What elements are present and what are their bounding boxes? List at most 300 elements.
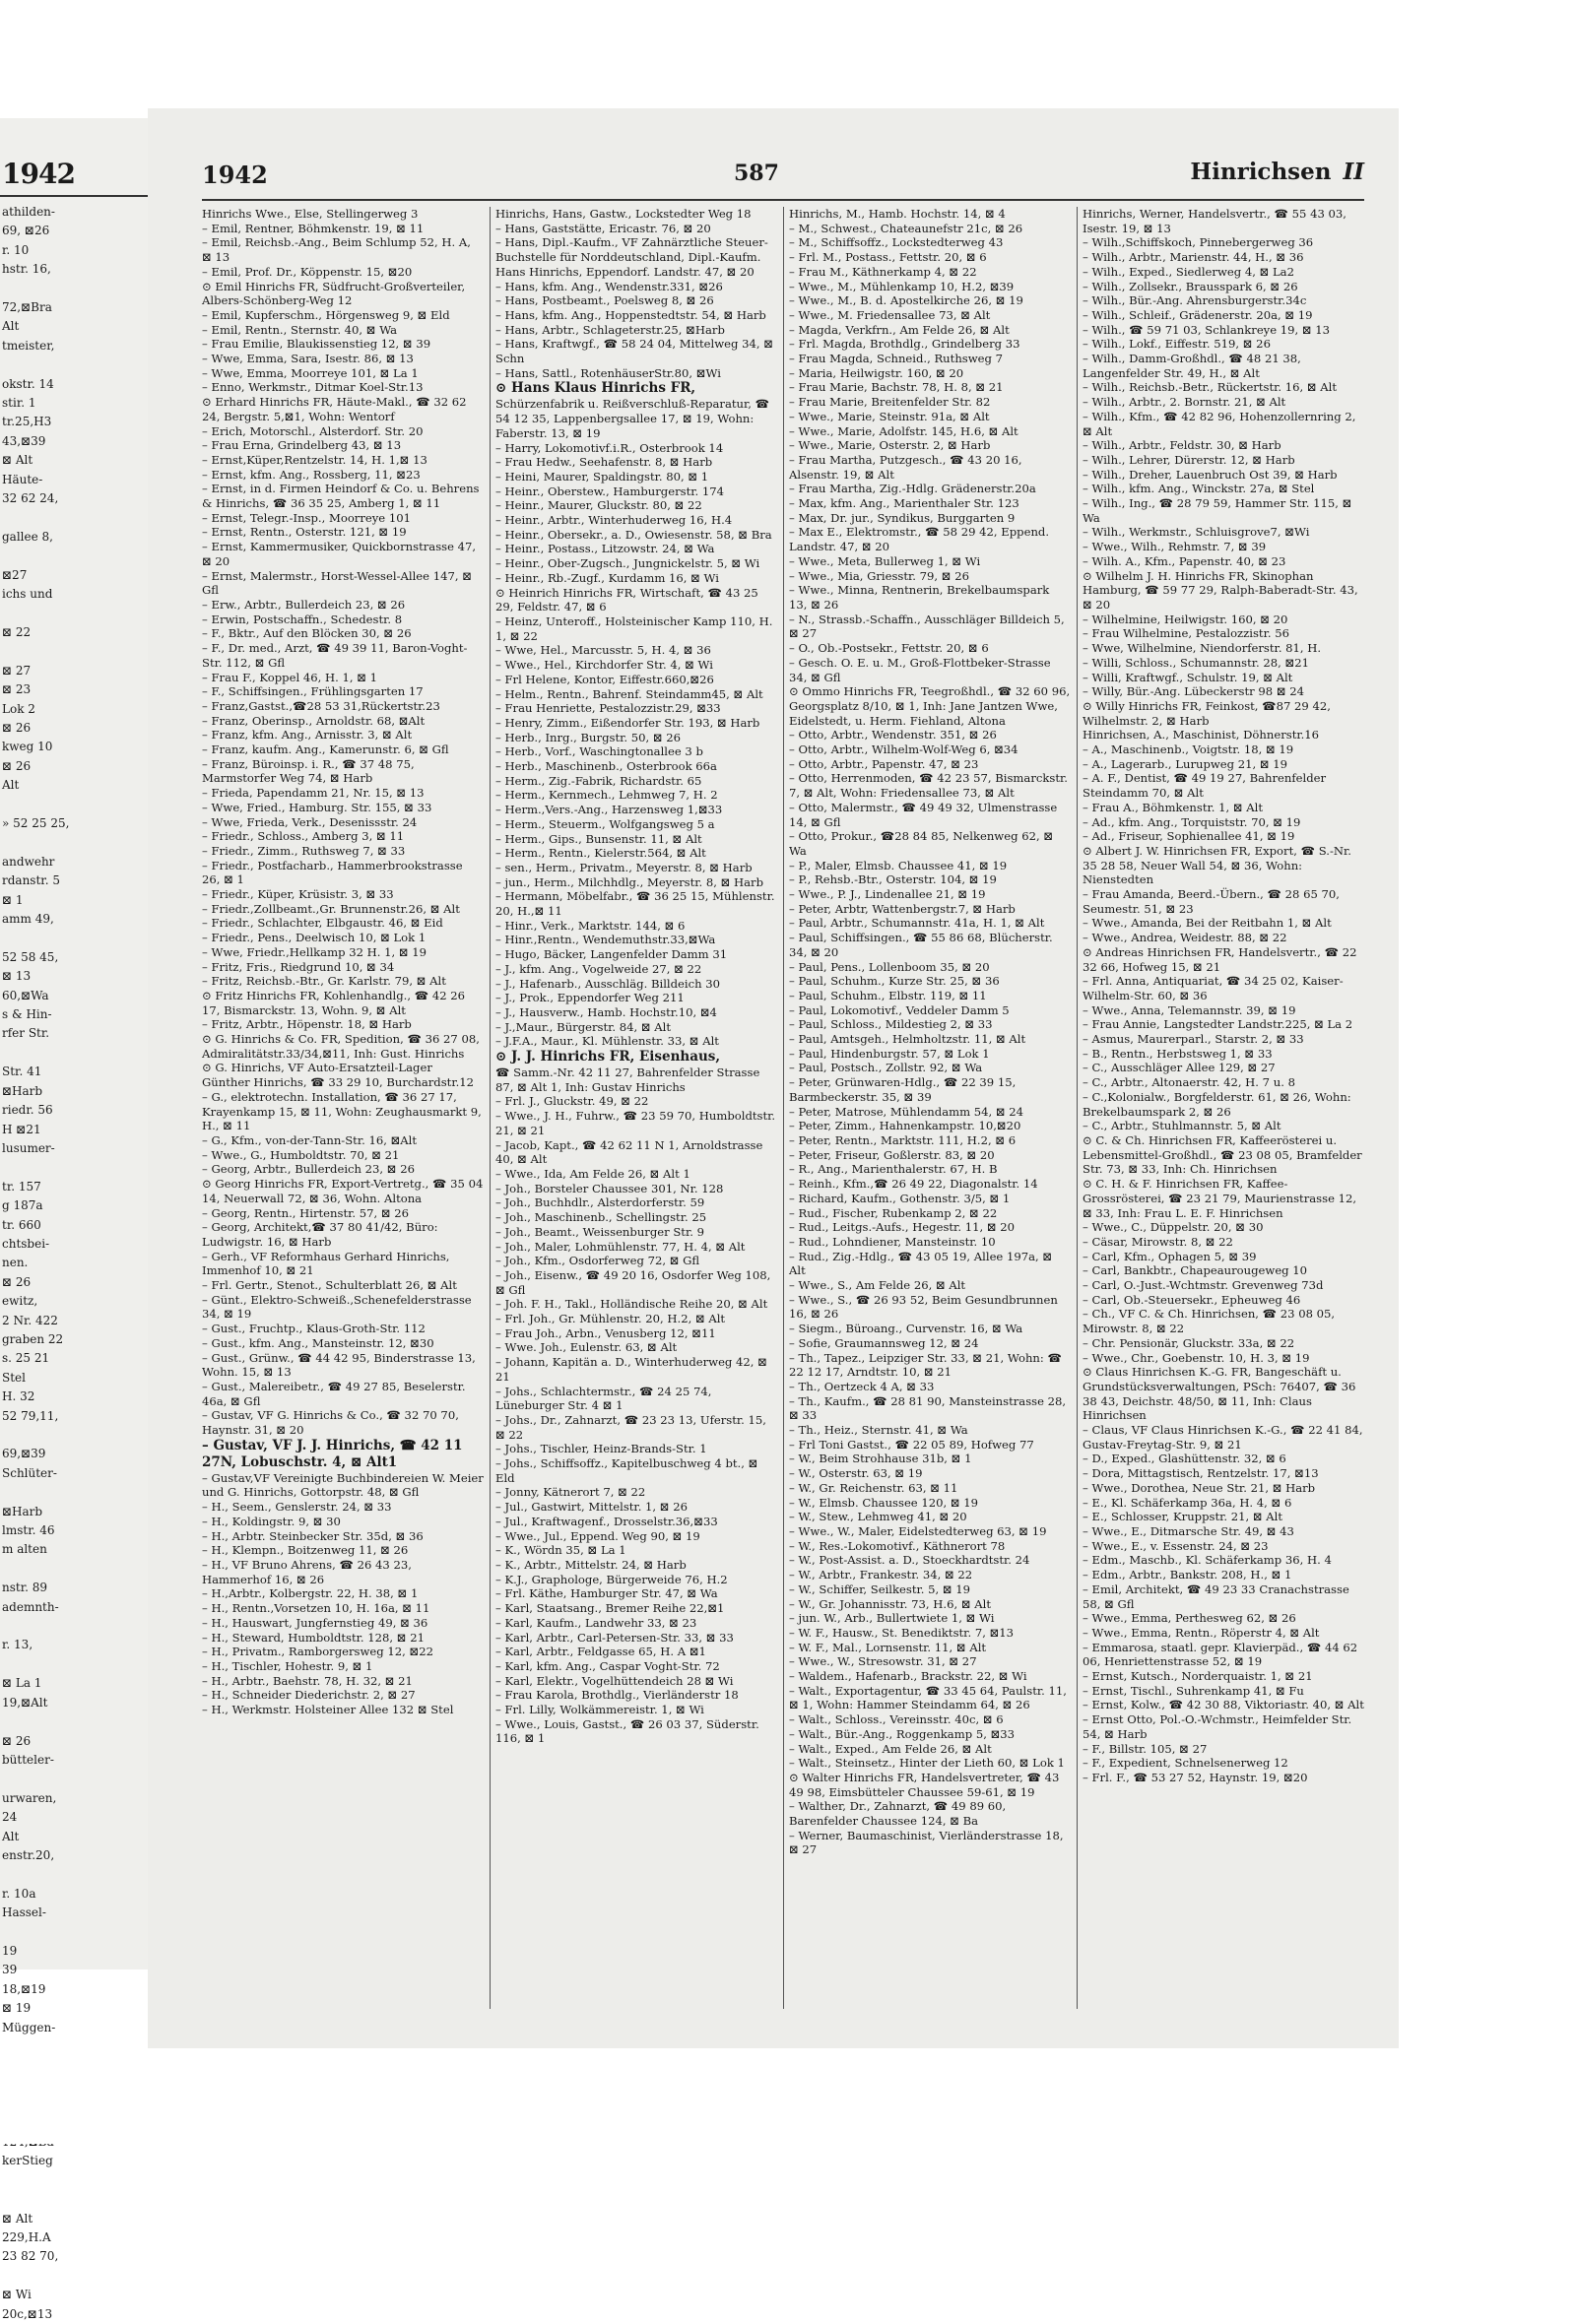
directory-entry: – Wwe., Andrea, Weidestr. 88, ⊠ 22	[1083, 931, 1287, 945]
directory-entry: – Frau Martha, Zig.-Hdlg. Grädenerstr.20a	[789, 482, 1036, 496]
header-rule	[202, 199, 1364, 201]
directory-entry: – Joh., Maschinenb., Schellingstr. 25	[495, 1210, 707, 1225]
directory-entry: – Wilh., Werkmstr., Schluisgrove7, ⊠Wi	[1083, 525, 1310, 540]
left-page-fragment: Alt	[2, 1829, 20, 1843]
directory-entry: – Karl, Arbtr., Feldgasse 65, H. A ⊠1	[495, 1645, 706, 1659]
directory-entry: – Hinr.,Rentn., Wendemuthstr.33,⊠Wa	[495, 933, 716, 947]
directory-entry: – Gerh., VF Reformhaus Gerhard Hinrichs, Immenhof 10, ⊠ 21	[202, 1249, 454, 1278]
directory-entry: – Carl, O.-Just.-Wchtmstr. Grevenweg 73d	[1083, 1278, 1324, 1293]
directory-entry: – Carl, Ob.-Steuersekr., Epheuweg 46	[1083, 1292, 1301, 1307]
column-2	[495, 207, 777, 2009]
directory-entry: – C., Arbtr., Stuhlmannstr. 5, ⊠ Alt	[1083, 1119, 1281, 1133]
directory-entry: – Frau Emilie, Blaukissenstieg 12, ⊠ 39	[202, 337, 431, 352]
left-page-fragment: 69, ⊠26	[2, 224, 50, 238]
left-page-fragment: ⊠ Wi	[2, 2288, 32, 2302]
left-page-fragment: kerStieg	[2, 2154, 53, 2168]
directory-entry: – Frau Marie, Breitenfelder Str. 82	[789, 395, 991, 410]
directory-entry: – P., Maler, Elmsb. Chaussee 41, ⊠ 19	[789, 858, 1008, 872]
left-page-fragment: kweg 10	[2, 740, 53, 754]
directory-entry: – Frau Henriette, Pestalozzistr.29, ⊠33	[495, 701, 721, 716]
directory-entry: – H., Arbtr., Baehstr. 78, H. 32, ⊠ 21	[202, 1673, 413, 1688]
directory-entry: – Gust., Malereibetr., ☎ 49 27 85, Beselerstr. 46a, ⊠ Gfl	[202, 1379, 470, 1408]
directory-entry: – Emil, Rentner, Böhmkenstr. 19, ⊠ 11	[202, 221, 425, 235]
directory-entry: ⊙ Claus Hinrichsen K.-G. FR, Bangeschäft u. Grundstücksverwaltungen, PSch: 76407, ☎ 36 38 43, Deichstr. 48/50, ⊠ 11, Inh: Claus Hinrichsen	[1083, 1365, 1360, 1423]
column-3	[789, 207, 1074, 2009]
directory-entry: – Hans, kfm. Ang., Wendenstr.331, ⊠26	[495, 279, 723, 293]
directory-entry: – Friedr., Pens., Deelwisch 10, ⊠ Lok 1	[202, 931, 427, 945]
directory-entry: – Frl Toni Gastst., ☎ 22 05 89, Hofweg 77	[789, 1437, 1034, 1452]
directory-entry: – Frl. Magda, Brothdlg., Grindelberg 33	[789, 337, 1020, 352]
directory-entry: – Wwe., Minna, Rentnerin, Brekelbaumspark 13, ⊠ 26	[789, 583, 1054, 612]
left-page-fragment: 72,⊠Bra	[2, 300, 52, 315]
column-4	[1083, 207, 1367, 2009]
directory-entry: – Wilh., Arbtr., Marienstr. 44, H., ⊠ 36	[1083, 250, 1304, 265]
directory-entry: – Gustav, VF G. Hinrichs & Co., ☎ 32 70 70, Haynstr. 31, ⊠ 20	[202, 1408, 463, 1438]
directory-entry: – Ernst, Tischl., Suhrenkamp 41, ⊠ Fu	[1083, 1683, 1304, 1698]
directory-entry: – H., Klempn., Boitzenweg 11, ⊠ 26	[202, 1543, 409, 1558]
directory-entry: – Ernst, in d. Firmen Heindorf & Co. u. Behrens & Hinrichs, ☎ 36 35 25, Amberg 1, ⊠ 11	[202, 482, 484, 511]
left-page-fragment: 32 62 24,	[2, 491, 59, 506]
directory-entry: – Joh., Maler, Lohmühlenstr. 77, H. 4, ⊠ Alt	[495, 1239, 746, 1254]
directory-page	[148, 108, 1399, 2048]
left-page-fragment: ⊠Harb	[2, 1083, 43, 1098]
header-year: 1942	[202, 161, 268, 189]
left-page-fragment: ⊠ 27	[2, 663, 32, 678]
left-page-fragment	[2, 1655, 146, 1674]
directory-entry: – Wilh., Schleif., Grädenerstr. 20a, ⊠ 19	[1083, 307, 1313, 322]
directory-entry: – Frl Helene, Kontor, Eiffestr.660,⊠26	[495, 672, 714, 686]
directory-entry: – Joh., Buchhdlr., Alsterdorferstr. 59	[495, 1195, 705, 1210]
left-page-fragment: ⊠ 13	[2, 969, 32, 984]
directory-entry: – Emmarosa, staatl. gepr. Klavierpäd., ☎ 44 62 06, Henriettenstrasse 52, ⊠ 19	[1083, 1640, 1361, 1669]
directory-entry: – Walt., Steinsetz., Hinter der Lieth 60, ⊠ Lok 1	[789, 1756, 1065, 1771]
directory-entry: – Frau Hedw., Seehafenstr. 8, ⊠ Harb	[495, 455, 713, 470]
directory-entry: – Ernst, kfm. Ang., Rossberg, 11, ⊠23	[202, 467, 421, 482]
directory-entry: – Frieda, Papendamm 21, Nr. 15, ⊠ 13	[202, 786, 425, 801]
directory-entry: – Magda, Verkfrn., Am Felde 26, ⊠ Alt	[789, 322, 1010, 337]
directory-entry: – F., Bktr., Auf den Blöcken 30, ⊠ 26	[202, 626, 412, 641]
left-page-fragment: rfer Str.	[2, 1026, 50, 1041]
left-page-fragment: H. 32	[2, 1389, 35, 1404]
left-page-fragment: amm 49,	[2, 912, 54, 927]
left-page-fragment	[2, 1770, 146, 1788]
directory-entry: – Karl, Elektr., Vogelhüttendeich 28 ⊠ Wi	[495, 1673, 734, 1688]
directory-entry: – Johs., Tischler, Heinz-Brands-Str. 1	[495, 1442, 707, 1456]
directory-entry: – Wilh., Arbtr., 2. Bornstr. 21, ⊠ Alt	[1083, 395, 1286, 410]
directory-entry: – Georg, Architekt,☎ 37 80 41/42, Büro: Ludwigstr. 16, ⊠ Harb	[202, 1220, 442, 1249]
left-page-fragment: r. 10a	[2, 1886, 36, 1901]
left-page-fragment: 52 58 45,	[2, 949, 59, 964]
directory-entry: – Heinz, Unteroff., Holsteinischer Kamp 110, H. 1, ⊠ 22	[495, 613, 777, 643]
directory-entry: – Ad., kfm. Ang., Torquiststr. 70, ⊠ 19	[1083, 814, 1301, 829]
directory-entry: – Frau Wilhelmine, Pestalozzistr. 56	[1083, 626, 1289, 641]
directory-entry: ⊙ Heinrich Hinrichs FR, Wirtschaft, ☎ 43 25 29, Feldstr. 47, ⊠ 6	[495, 585, 762, 614]
directory-entry: – Herb., Maschinenb., Osterbrook 66a	[495, 759, 717, 774]
directory-entry: ⊙ Fritz Hinrichs FR, Kohlenhandlg., ☎ 42 26 17, Bismarckstr. 13, Wohn. 9, ⊠ Alt	[202, 988, 469, 1017]
left-page-fragment: s. 25 21	[2, 1351, 50, 1366]
directory-entry: – Dora, Mittagstisch, Rentzelstr. 17, ⊠13	[1083, 1466, 1319, 1481]
directory-entry: – Wwe., Amanda, Bei der Reitbahn 1, ⊠ Alt	[1083, 916, 1332, 931]
directory-entry: – Wwe., J. H., Fuhrw., ☎ 23 59 70, Humboldtstr. 21, ⊠ 21	[495, 1109, 779, 1137]
directory-entry: – Herm., Rentn., Kielerstr.564, ⊠ Alt	[495, 846, 706, 861]
directory-entry: – Herm.,Vers.-Ang., Harzensweg 1,⊠33	[495, 803, 723, 817]
directory-entry: – Hermann, Möbelfabr., ☎ 36 25 15, Mühlenstr. 20, H.,⊠ 11	[495, 889, 779, 919]
directory-entry: – W., Gr. Johannisstr. 73, H.6, ⊠ Alt	[789, 1596, 991, 1611]
directory-entry: – Johs., Dr., Zahnarzt, ☎ 23 23 13, Uferstr. 15, ⊠ 22	[495, 1412, 770, 1442]
left-page-fragment: 52 79,11,	[2, 1408, 59, 1423]
directory-entry: ⊙ Walter Hinrichs FR, Handelsvertreter, ☎ 43 49 98, Eimsbütteler Chaussee 59-61, ⊠ 19	[789, 1770, 1064, 1799]
left-page-fragment: tr.25,H3	[2, 415, 52, 429]
directory-entry: – Rud., Zig.-Hdlg., ☎ 43 05 19, Allee 197a, ⊠ Alt	[789, 1249, 1056, 1278]
directory-entry: – Claus, VF Claus Hinrichsen K.-G., ☎ 22 41 84, Gustav-Freytag-Str. 9, ⊠ 21	[1083, 1423, 1367, 1452]
left-page-fragment: ⊠ Alt	[2, 453, 33, 468]
left-page-fragment: nen.	[2, 1256, 29, 1270]
directory-entry: – G., Kfm., von-der-Tann-Str. 16, ⊠Alt	[202, 1133, 418, 1147]
left-page-fragment: 43,⊠39	[2, 433, 46, 448]
directory-entry: – Erwin, Postschaffn., Schedestr. 8	[202, 612, 403, 626]
directory-entry: – Paul, Postsch., Zollstr. 92, ⊠ Wa	[789, 1061, 983, 1075]
directory-entry: – M., Schwest., Chateaunefstr 21c, ⊠ 26	[789, 221, 1023, 235]
directory-entry: – Paul, Schloss., Mildestieg 2, ⊠ 33	[789, 1017, 993, 1032]
directory-entry: – N., Strassb.-Schaffn., Ausschläger Billdeich 5, ⊠ 27	[789, 612, 1069, 641]
directory-entry: ☎ Samm.-Nr. 42 11 27, Bahrenfelder Strasse 87, ⊠ Alt 1, Inh: Gustav Hinrichs	[495, 1065, 763, 1094]
directory-entry: – Joh., Beamt., Weissenburger Str. 9	[495, 1224, 704, 1239]
directory-entry: – Hans, Postbeamt., Poelsweg 8, ⊠ 26	[495, 293, 714, 308]
directory-entry: Schürzenfabrik u. Reißverschluß-Reparatur, ☎ 54 12 35, Lappenbergsallee 17, ⊠ 19, Wohn: Faberstr. 13, ⊠ 19	[495, 397, 773, 440]
page-header	[202, 153, 1364, 192]
directory-entry: – Wwe., Marie, Adolfstr. 145, H.6, ⊠ Alt	[789, 423, 1018, 438]
directory-entry: – W., Osterstr. 63, ⊠ 19	[789, 1466, 923, 1481]
left-page-fragment: nstr. 89	[2, 1581, 48, 1595]
left-page-fragment	[2, 642, 146, 661]
directory-entry: – Wilh., Kfm., ☎ 42 82 96, Hohenzollernring 2, ⊠ Alt	[1083, 409, 1360, 438]
directory-entry: – Frl. Käthe, Hamburger Str. 47, ⊠ Wa	[495, 1586, 718, 1601]
left-page-fragment: ⊠ 22	[2, 624, 32, 639]
directory-entry: ⊙ Andreas Hinrichsen FR, Handelsvertr., ☎ 22 32 66, Hofweg 15, ⊠ 21	[1083, 944, 1361, 974]
directory-entry: – Wilh., Exped., Siedlerweg 4, ⊠ La2	[1083, 264, 1294, 279]
directory-entry: – Gesch. O. E. u. M., Groß-Flottbeker-Strasse 34, ⊠ Gfl	[789, 655, 1055, 684]
directory-entry: – Wilh., Lehrer, Dürerstr. 12, ⊠ Harb	[1083, 452, 1295, 467]
directory-entry: – Wwe., Wilh., Rehmstr. 7, ⊠ 39	[1083, 540, 1267, 554]
directory-entry: – Enno, Werkmstr., Ditmar Koel-Str.13	[202, 380, 424, 395]
directory-entry: – Frl. M., Postass., Fettstr. 20, ⊠ 6	[789, 250, 987, 265]
directory-entry: – Karl, Staatsang., Bremer Reihe 22,⊠1	[495, 1601, 725, 1616]
directory-entry: – Franz, kaufm. Ang., Kamerunstr. 6, ⊠ Gfl	[202, 742, 449, 757]
directory-entry: – Paul, Arbtr., Schumannstr. 41a, H. 1, ⊠ Alt	[789, 916, 1045, 931]
directory-entry: – Gust., kfm. Ang., Mansteinstr. 12, ⊠30	[202, 1335, 434, 1350]
directory-entry: – Heinr., Ober-Zugsch., Jungnickelstr. 5, ⊠ Wi	[495, 556, 760, 571]
directory-entry: – Edm., Arbtr., Bankstr. 208, H., ⊠ 1	[1083, 1568, 1292, 1582]
directory-entry: – Wwe., W., Maler, Eidelstedterweg 63, ⊠ 19	[789, 1523, 1047, 1538]
directory-entry: – Walt., Bür.-Ang., Roggenkamp 5, ⊠33	[789, 1726, 1016, 1741]
directory-entry: – H., Tischler, Hohestr. 9, ⊠ 1	[202, 1658, 373, 1673]
directory-entry: – Hans, kfm. Ang., Hoppenstedtstr. 54, ⊠ Harb	[495, 307, 766, 322]
directory-entry: – Paul, Schiffsingen., ☎ 55 86 68, Blücherstr. 34, ⊠ 20	[789, 931, 1057, 959]
directory-entry: – W., Res.-Lokomotivf., Käthnerort 78	[789, 1538, 1006, 1553]
directory-entry: – Herm., Gips., Bunsenstr. 11, ⊠ Alt	[495, 831, 702, 846]
directory-entry: – Wwe., S., ☎ 26 93 52, Beim Gesundbrunnen 16, ⊠ 26	[789, 1292, 1062, 1322]
directory-entry: – Fritz, Fris., Riedgrund 10, ⊠ 34	[202, 959, 395, 974]
directory-entry: – Hans, Arbtr., Schlageterstr.25, ⊠Harb	[495, 322, 725, 337]
left-page-fragment	[2, 2171, 146, 2190]
directory-entry: – F., Dr. med., Arzt, ☎ 49 39 11, Baron-Voght-Str. 112, ⊠ Gfl	[202, 641, 468, 670]
directory-entry: – Wilh., ☎ 59 71 03, Schlankreye 19, ⊠ 13	[1083, 322, 1331, 337]
left-page-fragment: ⊠ 26	[2, 1733, 32, 1748]
left-page-fragment	[2, 1483, 146, 1502]
directory-entry: – W., Arbtr., Frankestr. 34, ⊠ 22	[789, 1568, 973, 1582]
directory-entry: Hinrichs, M., Hamb. Hochstr. 14, ⊠ 4	[789, 207, 1006, 221]
directory-entry: – Wwe., Marie, Osterstr. 2, ⊠ Harb	[789, 438, 991, 453]
left-page-fragment: ademnth-	[2, 1599, 59, 1614]
directory-entry: – Ernst,Küper,Rentzelstr. 14, H. 1,⊠ 13	[202, 452, 427, 467]
directory-entry: – Frau A., Böhmkenstr. 1, ⊠ Alt	[1083, 800, 1264, 814]
left-page-fragment	[2, 1158, 146, 1177]
directory-entry: – Hans, Dipl.-Kaufm., VF Zahnärztliche Steuer-Buchstelle für Norddeutschland, Dipl.-Kaufm. Hans Hinrichs, Eppendorf. Landstr. 47, ⊠ 20	[495, 235, 768, 279]
directory-entry: – Frl. Anna, Antiquariat, ☎ 34 25 02, Kaiser-Wilhelm-Str. 60, ⊠ 36	[1083, 974, 1344, 1002]
directory-entry: – W., Stew., Lehmweg 41, ⊠ 20	[789, 1510, 967, 1524]
directory-entry: – Willi, Kraftwgf., Schulstr. 19, ⊠ Alt	[1083, 670, 1293, 684]
directory-entry: – Peter, Arbtr, Wattenbergstr.7, ⊠ Harb	[789, 901, 1016, 916]
directory-entry: – Wilh., Ing., ☎ 28 79 59, Hammer Str. 115, ⊠ Wa	[1083, 496, 1356, 525]
directory-entry: – Johs., Schiffsoffz., Kapitelbuschweg 4 bt., ⊠ Eld	[495, 1456, 761, 1485]
left-page-fragment: chtsbei-	[2, 1236, 50, 1251]
directory-entry: – W. F., Mal., Lornsenstr. 11, ⊠ Alt	[789, 1640, 987, 1654]
left-page-fragment: bütteler-	[2, 1752, 54, 1767]
directory-entry: – Herm., Steuerm., Wolfgangsweg 5 a	[495, 816, 715, 831]
directory-entry: – Fritz, Arbtr., Höpenstr. 18, ⊠ Harb	[202, 1017, 412, 1032]
directory-entry: – H., Koldingstr. 9, ⊠ 30	[202, 1514, 341, 1528]
left-page-fragment: andwehr	[2, 854, 55, 869]
directory-entry: – Hinr., Verk., Marktstr. 144, ⊠ 6	[495, 918, 686, 933]
directory-entry: – Heinr., Oberstew., Hamburgerstr. 174	[495, 484, 725, 498]
directory-entry: – F., Expedient, Schnelsenerweg 12	[1083, 1756, 1288, 1771]
directory-entry: Hinrichs, Hans, Gastw., Lockstedter Weg 18	[495, 207, 752, 221]
directory-entry: – Joh. F. H., Takl., Holländische Reihe 20, ⊠ Alt	[495, 1297, 768, 1312]
directory-entry: – D., Exped., Glashüttenstr. 32, ⊠ 6	[1083, 1452, 1286, 1466]
left-page-fragment: ⊠ 26	[2, 1274, 32, 1289]
directory-entry: – Georg, Arbtr., Bullerdeich 23, ⊠ 26	[202, 1162, 415, 1177]
left-page-fragment: 2 Nr. 422	[2, 1313, 58, 1327]
directory-entry: – Wwe., G., Humboldtstr. 70, ⊠ 21	[202, 1147, 400, 1162]
directory-entry: – Paul, Hindenburgstr. 57, ⊠ Lok 1	[789, 1046, 990, 1061]
left-page-fragment: ⊠ 26	[2, 720, 32, 735]
directory-entry: – Herb., Vorf., Waschingtonallee 3 b	[495, 744, 703, 759]
directory-entry: – Rud., Lohndiener, Mansteinstr. 10	[789, 1234, 996, 1249]
left-page-fragment: r. 10	[2, 242, 30, 257]
directory-entry: – Wilh., Zollsekr., Brausspark 6, ⊠ 26	[1083, 279, 1298, 293]
left-page-fragment: rdanstr. 5	[2, 873, 60, 888]
directory-entry: – Gustav, VF J. J. Hinrichs, ☎ 42 11 27N, Lobuschstr. 4, ⊠ Alt1	[202, 1437, 468, 1470]
left-page-fragment: enstr.20,	[2, 1847, 55, 1862]
left-page-fragment: 23 82 70,	[2, 2249, 59, 2264]
left-page-fragment	[2, 1865, 146, 1884]
directory-entry: – Wwe., Emma, Rentn., Röperstr 4, ⊠ Alt	[1083, 1625, 1320, 1640]
directory-entry: – Th., Heiz., Sternstr. 41, ⊠ Wa	[789, 1423, 968, 1438]
directory-entry: – Karl, kfm. Ang., Caspar Voght-Str. 72	[495, 1658, 720, 1673]
directory-entry: ⊙ C. H. & F. Hinrichsen FR, Kaffee-Grossrösterei, ☎ 23 21 79, Maurienstrasse 12, ⊠ 33, Inh: Frau L. E. F. Hinrichsen	[1083, 1177, 1360, 1220]
left-page-fragment: tr. 157	[2, 1179, 41, 1194]
directory-entry: – Heini, Maurer, Spaldingstr. 80, ⊠ 1	[495, 469, 709, 484]
left-page-fragment: hstr. 16,	[2, 262, 51, 277]
left-page-fragment: ⊠ 1	[2, 892, 24, 907]
left-page-fragment: ⊠ 23	[2, 682, 32, 697]
directory-entry: – H., Privatm., Ramborgersweg 12, ⊠22	[202, 1645, 433, 1659]
directory-entry: – Carl, Kfm., Ophagen 5, ⊠ 39	[1083, 1249, 1257, 1263]
directory-entry: – Frau Marie, Bachstr. 78, H. 8, ⊠ 21	[789, 380, 1004, 395]
directory-entry: ⊙ Ommo Hinrichs FR, Teegroßhdl., ☎ 32 60 96, Georgsplatz 8/10, ⊠ 1, Inh: Jane Jantzen Wwe, Eidelstedt, u. Herm. Fiehland, Altona	[789, 684, 1074, 728]
directory-entry: – Wilh. A., Kfm., Papenstr. 40, ⊠ 23	[1083, 553, 1286, 568]
directory-entry: – Ernst, Kolw., ☎ 42 30 88, Viktoriastr. 40, ⊠ Alt	[1083, 1698, 1364, 1712]
directory-entry: – Th., Oertzeck 4 A, ⊠ 33	[789, 1379, 935, 1393]
directory-entry: – Frau F., Koppel 46, H. 1, ⊠ 1	[202, 670, 377, 684]
directory-entry: – Walt., Exportagentur, ☎ 33 45 64, Paulstr. 11, ⊠ 1, Wohn: Hammer Steindamm 64, ⊠ 26	[789, 1683, 1071, 1712]
directory-entry: – Heinr., Postass., Litzowstr. 24, ⊠ Wa	[495, 542, 715, 556]
directory-entry: – jun., Herm., Milchhdlg., Meyerstr. 8, ⊠ Harb	[495, 874, 764, 889]
left-page-fragment	[2, 355, 146, 374]
directory-entry: Hinrichs, Werner, Handelsvertr., ☎ 55 43 03, Isestr. 19, ⊠ 13	[1083, 207, 1350, 235]
directory-entry: – Werner, Baumaschinist, Vierländerstrasse 18, ⊠ 27	[789, 1828, 1068, 1857]
left-page-fragment	[2, 605, 146, 623]
directory-entry: – Paul, Pens., Lollenboom 35, ⊠ 20	[789, 959, 990, 974]
column-separator	[1077, 207, 1078, 2009]
directory-entry: – Hans, Sattl., RotenhäuserStr.80, ⊠Wi	[495, 365, 721, 380]
directory-entry: – Heinr., Maurer, Gluckstr. 80, ⊠ 22	[495, 498, 702, 513]
running-head-name: Hinrichsen	[1190, 159, 1332, 185]
directory-entry: – J., Hausverw., Hamb. Hochstr.10, ⊠4	[495, 1004, 717, 1019]
directory-entry: – Frau Magda, Schneid., Ruthsweg 7	[789, 352, 1003, 366]
column-separator	[783, 207, 784, 2009]
directory-entry: – Emil, Rentn., Sternstr. 40, ⊠ Wa	[202, 322, 398, 337]
directory-entry: – Ernst, Kutsch., Norderquaistr. 1, ⊠ 21	[1083, 1669, 1313, 1684]
directory-entry: – Wwe., Chr., Goebenstr. 10, H. 3, ⊠ 19	[1083, 1350, 1310, 1365]
directory-entry: – W., Beim Strohhause 31b, ⊠ 1	[789, 1452, 972, 1466]
directory-entry: – Wwe., M., Mühlenkamp 10, H.2, ⊠39	[789, 279, 1015, 293]
left-page-fragment: ⊠ 26	[2, 758, 32, 773]
directory-entry: – Otto, Arbtr., Wendenstr. 351, ⊠ 26	[789, 728, 997, 742]
directory-entry: – Th., Tapez., Leipziger Str. 33, ⊠ 21, Wohn: ☎ 22 12 17, Arndtstr. 10, ⊠ 21	[789, 1350, 1066, 1380]
left-page-fragment	[2, 547, 146, 565]
directory-entry: – Joh., Eisenw., ☎ 49 20 16, Osdorfer Weg 108, ⊠ Gfl	[495, 1267, 775, 1297]
directory-entry: – O., Ob.-Postsekr., Fettstr. 20, ⊠ 6	[789, 641, 989, 656]
scan-margin	[0, 2048, 1576, 2144]
directory-entry: – Friedr.,Zollbeamt.,Gr. Brunnenstr.26, ⊠ Alt	[202, 901, 460, 916]
directory-entry: – Paul, Lokomotivf., Veddeler Damm 5	[789, 1002, 1010, 1017]
directory-entry: – Frau Erna, Grindelberg 43, ⊠ 13	[202, 438, 402, 453]
directory-entry: – Frau M., Käthnerkamp 4, ⊠ 22	[789, 264, 977, 279]
left-page-fragment: ewitz,	[2, 1294, 38, 1309]
left-page-fragment: 20c,⊠13	[2, 2306, 53, 2321]
directory-entry: – B., Rentn., Herbstsweg 1, ⊠ 33	[1083, 1046, 1273, 1061]
directory-entry: – Wwe., C., Düppelstr. 20, ⊠ 30	[1083, 1220, 1264, 1235]
left-page-fragment: riedr. 56	[2, 1103, 53, 1118]
directory-entry: – Emil, Reichsb.-Ang., Beim Schlump 52, H. A, ⊠ 13	[202, 235, 475, 265]
directory-entry: – H., VF Bruno Ahrens, ☎ 26 43 23, Hammerhof 16, ⊠ 26	[202, 1557, 416, 1586]
left-page-edge	[0, 118, 150, 2321]
directory-entry: ⊙ G. Hinrichs, VF Auto-Ersatzteil-Lager Günther Hinrichs, ☎ 33 29 10, Burchardstr.12	[202, 1061, 475, 1090]
directory-entry: – Wwe., Meta, Bullerweg 1, ⊠ Wi	[789, 553, 981, 568]
left-page-fragment: Alt	[2, 778, 20, 793]
directory-entry: – Sofie, Graumannsweg 12, ⊠ 24	[789, 1335, 979, 1350]
left-page-fragment: s & Hin-	[2, 1007, 52, 1022]
left-page-fragments	[2, 203, 146, 2324]
left-page-fragment: » 52 25 25,	[2, 816, 70, 830]
left-page-fragment: tmeister,	[2, 338, 55, 353]
column-separator	[490, 207, 491, 2009]
directory-entry: – Johann, Kapitän a. D., Winterhuderweg 42, ⊠ 21	[495, 1355, 771, 1384]
directory-entry: – C., Arbtr., Altonaerstr. 42, H. 7 u. 8	[1083, 1075, 1295, 1090]
left-page-fragment	[2, 1044, 146, 1063]
directory-entry: – Wwe., Dorothea, Neue Str. 21, ⊠ Harb	[1083, 1480, 1316, 1495]
directory-entry: Hinrichsen, A., Maschinist, Döhnerstr.16	[1083, 728, 1320, 742]
directory-entry: – Willi, Schloss., Schumannstr. 28, ⊠21	[1083, 655, 1309, 670]
directory-entry: – Ernst, Kammermusiker, Quickbornstrasse 47, ⊠ 20	[202, 540, 480, 568]
directory-entry: – Wwe., Emma, Perthesweg 62, ⊠ 26	[1083, 1611, 1296, 1626]
directory-entry: – Walt., Exped., Am Felde 26, ⊠ Alt	[789, 1741, 992, 1756]
directory-entry: – W., Schiffer, Seilkestr. 5, ⊠ 19	[789, 1582, 971, 1596]
directory-entry: – Frau Martha, Putzgesch., ☎ 43 20 16, Alsenstr. 19, ⊠ Alt	[789, 452, 1026, 482]
directory-entry: – Erich, Motorschl., Alsterdorf. Str. 20	[202, 423, 424, 438]
directory-entry: – Wwe, Hel., Marcusstr. 5, H. 4, ⊠ 36	[495, 643, 711, 658]
directory-entry: – Franz,Gastst.,☎28 53 31,Rückertstr.23	[202, 698, 440, 713]
directory-entry: – W., Gr. Reichenstr. 63, ⊠ 11	[789, 1480, 958, 1495]
directory-entry: – Heinr., Arbtr., Winterhuderweg 16, H.4	[495, 513, 733, 528]
directory-entry: – Friedr., Schloss., Amberg 3, ⊠ 11	[202, 829, 405, 844]
directory-columns	[202, 207, 1367, 2009]
directory-entry: – Peter, Grünwaren-Hdlg., ☎ 22 39 15, Barmbeckerstr. 35, ⊠ 39	[789, 1075, 1019, 1104]
directory-entry: – J., kfm. Ang., Vogelweide 27, ⊠ 22	[495, 961, 702, 976]
directory-entry: – Edm., Maschb., Kl. Schäferkamp 36, H. 4	[1083, 1553, 1332, 1568]
directory-entry: – H., Schneider Diederichstr. 2, ⊠ 27	[202, 1688, 416, 1703]
left-page-fragment: ⊠27	[2, 567, 28, 582]
directory-entry: – Wwe., W., Stresowstr. 31, ⊠ 27	[789, 1654, 977, 1669]
directory-entry: – Wilh., Dreher, Lauenbruch Ost 39, ⊠ Harb	[1083, 467, 1338, 482]
directory-entry: – Wwe, Fried., Hamburg. Str. 155, ⊠ 33	[202, 800, 432, 814]
directory-entry: – Wilh., Damm-Großhdl., ☎ 48 21 38, Langenfelder Str. 49, H., ⊠ Alt	[1083, 352, 1305, 380]
directory-entry: – Johs., Schlachtermstr., ☎ 24 25 74, Lüneburger Str. 4 ⊠ 1	[495, 1384, 716, 1413]
left-page-fragment: 69,⊠39	[2, 1447, 46, 1461]
directory-entry: – Peter, Matrose, Mühlendamm 54, ⊠ 24	[789, 1104, 1024, 1119]
directory-entry: – Ernst, Rentn., Osterstr. 121, ⊠ 19	[202, 525, 407, 540]
directory-entry: – Wilhelmine, Heilwigstr. 160, ⊠ 20	[1083, 612, 1288, 626]
left-page-fragment: urwaren,	[2, 1790, 57, 1805]
left-page-fragment: Hassel-	[2, 1905, 46, 1920]
left-page-fragment: g 187a	[2, 1198, 43, 1213]
directory-entry: ⊙ Emil Hinrichs FR, Südfrucht-Großverteiler, Albers-Schönberg-Weg 12	[202, 279, 469, 308]
directory-entry: ⊙ Wilhelm J. H. Hinrichs FR, Skinophan Hamburg, ☎ 59 77 29, Ralph-Baberadt-Str. 43, ⊠ 20	[1083, 568, 1362, 612]
directory-entry: – K.J., Graphologe, Bürgerweide 76, H.2	[495, 1572, 728, 1586]
left-page-fragment	[2, 509, 146, 528]
left-page-fragment	[2, 2267, 146, 2286]
directory-entry: – Günt., Elektro-Schweiß.,Schenefelderstrasse 34, ⊠ 19	[202, 1292, 476, 1322]
directory-entry: – Otto, Herrenmoden, ☎ 42 23 57, Bismarckstr. 7, ⊠ Alt, Wohn: Friedensallee 73, ⊠ Alt	[789, 771, 1072, 801]
directory-entry: – Wwe, Emma, Sara, Isestr. 86, ⊠ 13	[202, 352, 414, 366]
directory-entry: – Hugo, Bäcker, Langenfelder Damm 31	[495, 947, 728, 962]
directory-entry: – Ernst Otto, Pol.-O.-Wchmstr., Heimfelder Str. 54, ⊠ Harb	[1083, 1712, 1355, 1741]
directory-entry: – Richard, Kaufm., Gothenstr. 3/5, ⊠ 1	[789, 1191, 1011, 1205]
directory-entry: – Otto, Malermstr., ☎ 49 49 32, Ulmenstrasse 14, ⊠ Gfl	[789, 800, 1061, 829]
directory-entry: – P., Rehsb.-Btr., Osterstr. 104, ⊠ 19	[789, 872, 997, 887]
left-page-fragment: Schlüter-	[2, 1465, 57, 1480]
column-1	[202, 207, 488, 2009]
left-page-fragment: graben 22	[2, 1331, 64, 1346]
directory-entry: ⊙ Erhard Hinrichs FR, Häute-Makl., ☎ 32 62 24, Bergstr. 5,⊠1, Wohn: Wentorf	[202, 395, 471, 423]
directory-entry: – Ernst, Malermstr., Horst-Wessel-Allee 147, ⊠ Gfl	[202, 568, 476, 598]
directory-entry: ⊙ G. Hinrichs & Co. FR, Spedition, ☎ 36 27 08, Admiralitätstr.33/34,⊠11, Inh: Gust. Hinrichs	[202, 1032, 484, 1061]
directory-entry: – Franz, kfm. Ang., Arnisstr. 3, ⊠ Alt	[202, 728, 413, 742]
directory-entry: – Wilh., Lokf., Eiffestr. 519, ⊠ 26	[1083, 337, 1271, 352]
directory-entry: – Wwe., E., Ditmarsche Str. 49, ⊠ 43	[1083, 1523, 1294, 1538]
directory-entry: – C.,Kolonialw., Borgfelderstr. 61, ⊠ 26, Wohn: Brekelbaumspark 2, ⊠ 26	[1083, 1089, 1355, 1119]
